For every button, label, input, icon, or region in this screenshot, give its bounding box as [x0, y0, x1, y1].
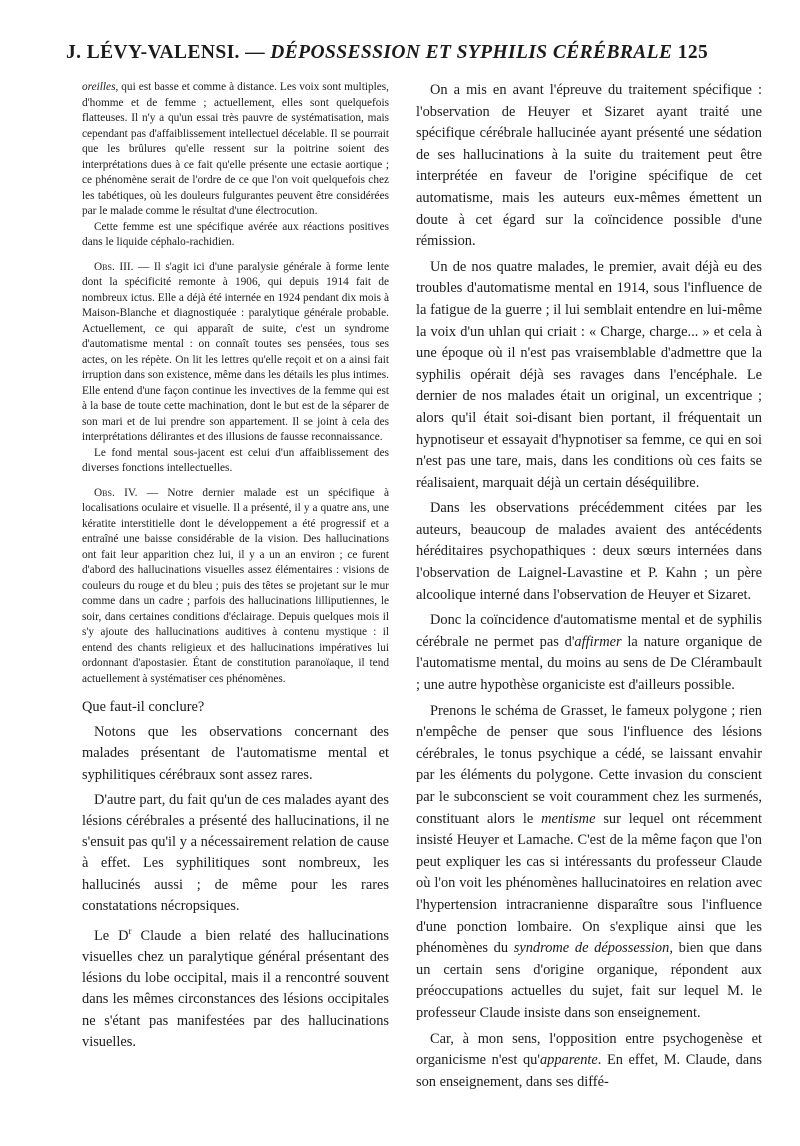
- superscript: r: [128, 926, 132, 937]
- right-column: [416, 80, 762, 1093]
- obs-text: — Il s'agit ici d'une paralysie générale à forme lente dont la spécificité remonte à 1906, qui depuis 1914 fait de nombreux ictus. Elle a déjà été internée en 1924 pendant dix mois à Maison-Blanche et diagnostiquée : paralytique générale probable. Actuellement, ce qui apparaît de suite, c'est un syndrome d'automatisme mental : on connaît toutes ses pensées, tous ses actes, on les répète. On lit les lettres qu'elle reçoit et on a ainsi fait irruption dans son existence, même dans les détails les plus intimes. Elle entend d'une façon continue les invectives de la femme qui est à la base de toute cette machination, dont le but est de la séparer de son mari et de lui prendre son appartement. Il se joint à cela des interprétations délirantes et des illusions de fausse reconnaissance.: [82, 260, 389, 443]
- obs-label: Obs. III.: [94, 260, 134, 273]
- paragraph-text: la nature organique de l'automatisme mental, du moins au sens de De Clérambault ; une autre hypothèse organiciste est d'ailleurs possible.: [416, 633, 762, 694]
- paragraph: On a mis en avant l'épreuve du traitement spécifique : l'observation de Heuyer et Sizaret ayant traité une spécifique cérébrale hallucinée ayant présenté une sédation de ses hallucinations à la suite du traitement peut être interprétée en faveur de l'origine spécifique de cet automatisme, mais les auteurs eux-mêmes émettent un doute à cet égard sur la coïncidence possible d'une rémission.: [416, 82, 762, 250]
- paragraph-text: Car, à mon sens, l'opposition entre psychogenèse et organicisme n'est qu': [416, 1030, 762, 1069]
- paragraph: [416, 1029, 762, 1094]
- left-column: [82, 80, 389, 1053]
- paragraph: D'autre part, du fait qu'un de ces malades ayant des lésions cérébrales a présenté des hallucinations, il ne s'ensuit pas qu'il y a nécessairement relation de cause à effet. Les syphilitiques sont nombreux, les hallucinés aussi ; de même pour les rares constatations nécropsiques.: [82, 791, 389, 914]
- paragraph: Notons que les observations concernant des malades présentant de l'automatisme mental et syphilitiques cérébraux sont assez rares.: [82, 724, 389, 783]
- page-number: 125: [677, 42, 709, 63]
- paragraph-text: Le D: [94, 927, 129, 944]
- obs-text: — Notre dernier malade est un spécifique à localisations oculaire et visuelle. Il a présenté, il y a quatre ans, une kératite interstitielle dont le développement a été progressif et a entraîné une baisse considérable de la vision. Des hallucinations ont fait leur apparition chez lui, il y a un an environ ; ce furent d'abord des hallucinations visuelles assez élémentaires : visions de couleurs du rouge et du bleu ; puis des têtes se projetant sur le mur comme dans un cadre ; parfois des hallucinations lilliputiennes, le soir, dans certaines conditions d'éclairage. Depuis quelques mois il s'y ajoute des hallucinations auditives à contenu mystique : il entend des chants religieux et des hallucinations impératives lui ordonnant d'apostasier. Étant de constitution paranoïaque, il tend actuellement à systématiser ces phénomènes.: [82, 486, 390, 685]
- italic-word: mentisme: [541, 810, 596, 827]
- section-question: Que faut-il conclure?: [82, 699, 205, 715]
- italic-word: apparente: [539, 1052, 598, 1069]
- italic-word: syndrome de dépossession,: [513, 940, 673, 957]
- paragraph: Un de nos quatre malades, le premier, avait déjà eu des troubles d'automatisme mental en 1914, sous l'influence de la fatigue de la guerre ; il lui semblait entendre en lui-même la voix d'un uhlan qui criait : « Charge, charge... » et cela à une époque où il n'est pas vraisemblable d'admettre que la syphilis opérait déjà ses ravages dans l'encéphale. Le dernier de nos malades était un original, un excentrique ; alors qu'il était soi-disant bien portant, il fréquentait un hypnotiseur et essayait d'hypnotiser sa femme, ce qui en soi n'est pas une tare, mais, dans les conditions où ces faits se réalisaient, marquait déjà un certain déséquilibre.: [416, 258, 762, 491]
- paragraph: [82, 921, 389, 1053]
- running-header: [66, 42, 746, 64]
- paragraph-text: , qui est basse et comme à distance. Les voix sont multiples, d'homme et de femme ; actuellement, elles sont quelquefois flatteuses. Il n'y a qu'un essai très pauvre de systématisation, mais cependant pas d'affaiblissement intellectuel décelable. Il se pourrait que les brûlures qu'elle ressent sur la poitrine soient des interprétations dues à ce fait qu'elle présente une ectasie aortique ; ce phénomène serait de l'ordre de ce que l'on voit quelquefois chez les tabétiques, où les douleurs fulgurantes peuvent être considérées par le malade comme le résultat d'une électrocution.: [82, 81, 389, 217]
- paragraph: Dans les observations précédemment citées par les auteurs, beaucoup de malades avaient des antécédents héréditaires psychopathiques : deux sœurs internées dans l'observation de Laignel-Lavastine et P. Kahn ; un père alcoolique interné dans l'observation de Heuyer et Sizaret.: [416, 500, 762, 603]
- observation-3: [82, 260, 389, 446]
- paragraph-text: Claude a bien relaté des hallucinations visuelles chez un paralytique général présentant des lésions du lobe occipital, mais il a rencontré souvent dans les mêmes circonstances des lésions occipitales ne s'étant pas manifestées par des hallucinations visuelles.: [82, 927, 390, 1050]
- paragraph-text: sur lequel ont récemment insisté Heuyer et Lamache. C'est de la même façon que l'on peut expliquer les cas si intéressants du professeur Claude où l'on voit les phénomènes hallucinatoires en relation avec l'hypertension intracranienne disparaître sous l'influence d'une ponction lombaire. On s'explique ainsi que les phénomènes du: [416, 810, 762, 957]
- paragraph: [416, 610, 762, 696]
- obs-label: Obs. IV.: [94, 486, 138, 499]
- italic-word: oreilles: [82, 81, 116, 93]
- header-title: DÉPOSSESSION ET SYPHILIS CÉRÉBRALE: [270, 42, 673, 63]
- header-dash: —: [239, 42, 271, 63]
- paragraph: Cette femme est une spécifique avérée aux réactions positives dans le liquide céphalo-rachidien.: [82, 220, 389, 248]
- paragraph: Le fond mental sous-jacent est celui d'un affaiblissement des diverses fonctions intellectuelles.: [82, 446, 389, 474]
- italic-word: affirmer: [574, 633, 622, 650]
- observation-4: [82, 486, 389, 688]
- paragraph: [82, 80, 389, 220]
- paragraph-text: Donc la coïncidence d'automatisme mental et de syphilis cérébrale ne permet pas d': [416, 612, 762, 650]
- header-author: J. LÉVY-VALENSI.: [66, 42, 240, 63]
- paragraph-text: . En effet, M. Claude, dans son enseignement, dans ses diffé-: [416, 1052, 762, 1090]
- paragraph-text: bien que dans un certain sens d'origine organique, répondent aux préoccupations actuelles du sujet, fait sur lequel M. le professeur Claude insiste dans son enseignement.: [416, 940, 762, 1021]
- paragraph: [416, 701, 762, 1025]
- paragraph-text: Prenons le schéma de Grasset, le fameux polygone ; rien n'empêche de penser que sous l'influence des lésions cérébrales, le tonus psychique a cédé, se laissant envahir par les éléments du polygone. Cette invasion du conscient par le subconscient se voit couramment chez les surmenés, constituant alors le: [416, 702, 762, 827]
